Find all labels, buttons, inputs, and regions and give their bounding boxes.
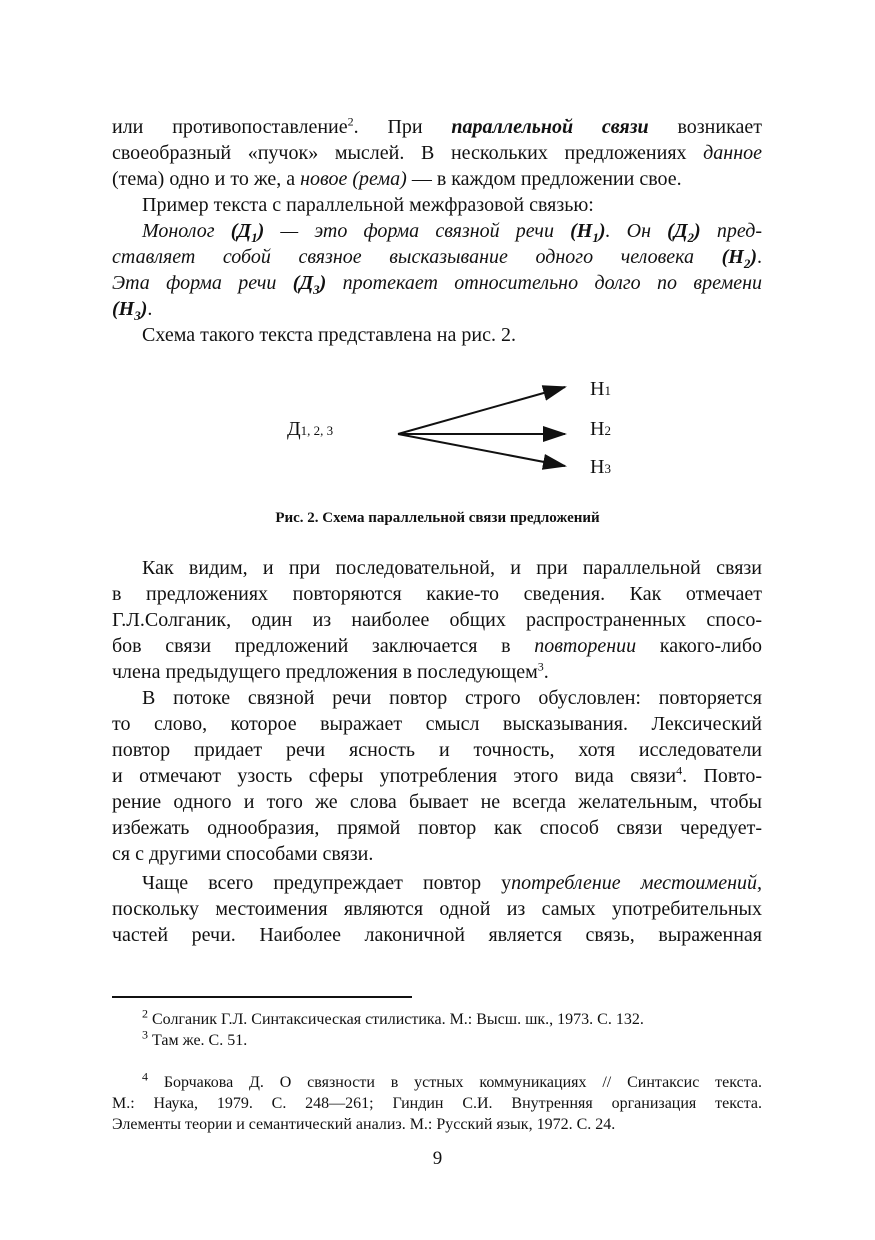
text-run: — это форма связной речи xyxy=(264,220,571,242)
text-line xyxy=(112,841,762,867)
footnote-ref: 4 xyxy=(142,1069,148,1084)
text-run: 3 xyxy=(313,282,320,297)
text-run: повтор придает речи ясность и точность, хотя исследователи xyxy=(112,739,762,761)
text-run: (тема) одно и то же, а xyxy=(112,168,301,190)
text-run: какого-либо xyxy=(636,635,763,657)
diagram-arrows xyxy=(0,360,875,490)
footnote xyxy=(112,1069,762,1135)
text-run: 2 xyxy=(687,230,694,245)
text-run: данное xyxy=(703,142,762,164)
footnote xyxy=(112,1027,762,1051)
text-run: Схема такого текста представлена на рис. 2. xyxy=(142,324,516,346)
footnote-ref: 3 xyxy=(142,1027,148,1042)
text-run: Борчакова Д. О связности в устных коммуникациях // Синтаксис текста. xyxy=(148,1074,762,1091)
text-line xyxy=(112,896,762,922)
target-label: Н xyxy=(590,378,605,400)
paragraph xyxy=(112,555,762,685)
text-run: пред- xyxy=(700,220,762,242)
text-run: поскольку местоимения являются одной из самых употребительных xyxy=(112,898,762,920)
text-run: ) xyxy=(257,220,265,242)
text-line xyxy=(112,711,762,737)
text-run: бов связи предложений заключается в xyxy=(112,635,535,657)
text-run: ) xyxy=(750,246,757,268)
text-run: Чаще всего предупреждает повтор у xyxy=(142,872,512,894)
footnote xyxy=(112,1006,762,1030)
text-line xyxy=(112,581,762,607)
text-run: 1 xyxy=(251,230,258,245)
text-line xyxy=(112,270,762,296)
text-run: Г.Л.Солганик, один из наиболее общих распространенных спосо- xyxy=(112,609,762,631)
text-run: своеобразный «пучок» мыслей. В нескольких предложениях xyxy=(112,142,704,164)
text-line xyxy=(112,789,762,815)
footnote-divider xyxy=(112,996,412,998)
text-run: ) xyxy=(140,298,148,320)
text-line xyxy=(112,296,762,322)
arrow-to-h1 xyxy=(398,387,565,434)
text-line xyxy=(112,685,762,711)
text-line xyxy=(112,1069,762,1093)
text-line xyxy=(112,140,762,166)
text-line xyxy=(112,166,762,192)
text-run: потребление местоимений, xyxy=(511,872,762,894)
text-run: Эта форма речи xyxy=(112,272,293,294)
text-line xyxy=(112,322,762,348)
text-line xyxy=(112,114,762,140)
text-line xyxy=(112,1093,762,1114)
text-line xyxy=(112,555,762,581)
target-sub: 3 xyxy=(604,461,611,476)
text-run: . Повто- xyxy=(682,765,763,787)
parallel-link-diagram xyxy=(0,360,875,490)
footnote-ref: 3 xyxy=(537,659,544,674)
source-label: Д xyxy=(287,418,301,440)
text-run: или противопоставление xyxy=(112,116,348,138)
text-run: Монолог xyxy=(142,220,231,242)
target-sub: 2 xyxy=(604,423,611,438)
paragraph xyxy=(112,192,762,218)
text-run: . xyxy=(147,298,153,320)
text-run: в предложениях повторяются какие-то сведения. Как отмечает xyxy=(112,583,762,605)
text-run: (Д xyxy=(292,272,314,294)
text-run: параллельной связи xyxy=(451,116,649,138)
paragraph xyxy=(112,685,762,867)
target-node-3 xyxy=(590,456,611,479)
target-node-2 xyxy=(590,418,611,441)
text-run: 1 xyxy=(592,230,599,245)
paragraph xyxy=(112,322,762,348)
footnote-ref: 2 xyxy=(142,1006,148,1021)
text-run: ) xyxy=(598,220,606,242)
text-run: новое (рема) xyxy=(300,168,407,190)
text-run: возникает xyxy=(648,116,762,138)
text-run: повторении xyxy=(534,635,637,657)
text-run: (Д xyxy=(230,220,252,242)
text-run: (Н xyxy=(570,220,593,242)
paragraph xyxy=(112,114,762,192)
text-run: частей речи. Наиболее лаконичной является связь, выраженная xyxy=(112,924,762,946)
text-line xyxy=(112,192,762,218)
text-run: и отмечают узость сферы употребления этого вида связи xyxy=(112,765,677,787)
text-line xyxy=(112,1006,762,1030)
text-line xyxy=(112,244,762,270)
target-label: Н xyxy=(590,456,605,478)
text-run: (Д xyxy=(667,220,688,242)
paragraph xyxy=(112,870,762,948)
text-line xyxy=(112,659,762,685)
text-run: ся с другими способами связи. xyxy=(112,843,374,865)
text-run: избежать однообразия, прямой повтор как способ связи чередует- xyxy=(112,817,762,839)
text-run: М.: Наука, 1979. С. 248—261; Гиндин С.И. Внутренняя организация текста. xyxy=(112,1095,762,1112)
text-run: рение одного и того же слова бывает не всегда желательным, чтобы xyxy=(112,791,762,813)
text-run: Элементы теории и семантический анализ. М.: Русский язык, 1972. С. 24. xyxy=(112,1116,616,1133)
text-run: (Н xyxy=(112,298,135,320)
text-run: Пример текста с параллельной межфразовой связью: xyxy=(142,194,594,216)
text-run: В потоке связной речи повтор строго обусловлен: повторяется xyxy=(142,687,762,709)
text-run: Солганик Г.Л. Синтаксическая стилистика. М.: Высш. шк., 1973. С. 132. xyxy=(148,1011,644,1028)
text-run: то слово, которое выражает смысл высказывания. Лексический xyxy=(112,713,762,735)
text-run: . При xyxy=(353,116,452,138)
arrow-to-h3 xyxy=(398,434,565,466)
text-run: 2 xyxy=(743,256,751,271)
text-run: ) xyxy=(694,220,701,242)
text-run: (Н xyxy=(721,246,744,268)
target-node-1 xyxy=(590,378,611,401)
figure-caption: Рис. 2. Схема параллельной связи предложений xyxy=(275,510,600,526)
footnote-ref: 4 xyxy=(676,763,683,778)
text-run: ) xyxy=(319,272,327,294)
text-run: Как видим, и при последовательной, и при параллельной связи xyxy=(142,557,762,579)
source-sub: 1, 2, 3 xyxy=(300,423,334,438)
text-run: протекает относительно долго по времени xyxy=(326,272,763,294)
paragraph xyxy=(112,218,762,322)
target-sub: 1 xyxy=(604,383,611,398)
text-line xyxy=(112,922,762,948)
text-line xyxy=(112,870,762,896)
text-line xyxy=(112,218,762,244)
text-run: Там же. С. 51. xyxy=(148,1032,248,1049)
text-run: . xyxy=(757,246,762,268)
text-run: . xyxy=(543,661,549,683)
text-line xyxy=(112,607,762,633)
text-run: — в каждом предложении свое. xyxy=(406,168,682,190)
target-label: Н xyxy=(590,418,605,440)
text-run: члена предыдущего предложения в последующем xyxy=(112,661,538,683)
text-line xyxy=(112,763,762,789)
text-run: . Он xyxy=(605,220,668,242)
text-line xyxy=(112,815,762,841)
text-line xyxy=(112,737,762,763)
text-line xyxy=(112,1027,762,1051)
text-line xyxy=(112,1114,762,1135)
text-line xyxy=(112,633,762,659)
page-number: 9 xyxy=(432,1148,443,1169)
source-node xyxy=(287,418,333,441)
text-run: 3 xyxy=(134,308,141,323)
text-run: ставляет собой связное высказывание одного человека xyxy=(112,246,722,268)
footnote-ref: 2 xyxy=(347,114,354,129)
